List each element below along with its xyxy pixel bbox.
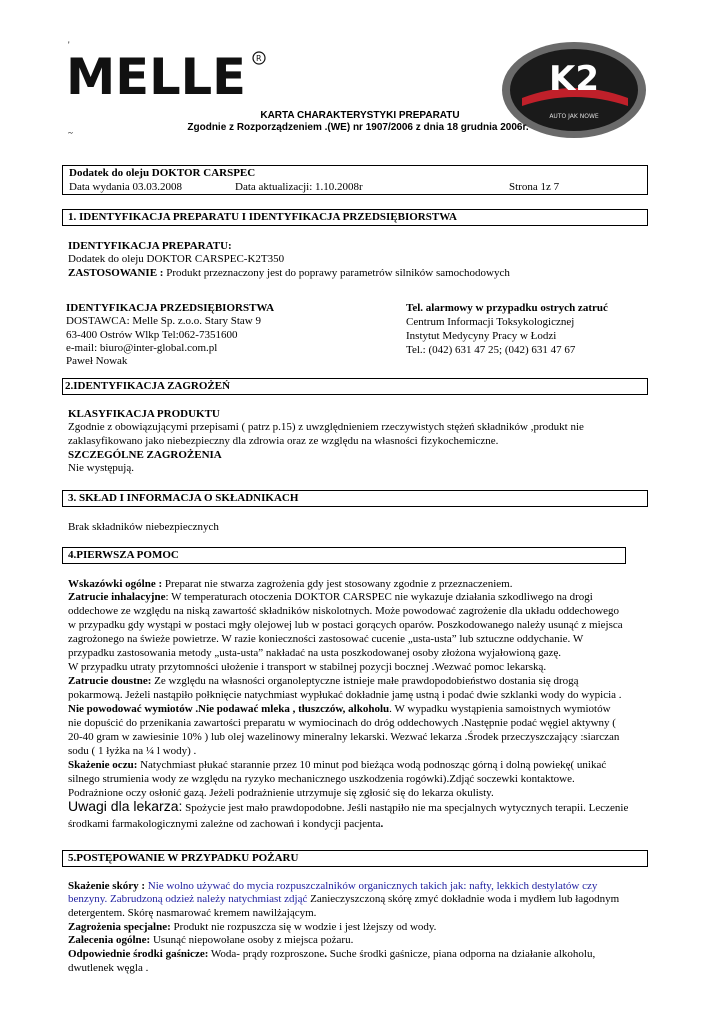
inhal-line	[68, 591, 593, 604]
hazard-heading: SZCZEGÓLNE ZAGROŻENIA	[68, 449, 222, 461]
extinguish-dot: .	[324, 948, 328, 960]
oral-line: nie dopuścić do przenikania zawartości preparatu w wymiocinach do dróg oddechowych .Następnie podać węgiel aktywny (	[68, 717, 616, 729]
alarm-line: Centrum Informacji Toksykologicznej	[406, 316, 575, 328]
extinguish-text: Woda- prądy rozproszone	[208, 948, 325, 960]
top-mark: '	[68, 40, 70, 50]
section-2-title: 2.IDENTYFIKACJA ZAGROŻEŃ	[65, 380, 231, 392]
fire-general-text: Usunąć niepowołane osoby z miejsca pożaru.	[150, 934, 354, 946]
company-line: e-mail: biuro@inter-global.com.pl	[66, 342, 218, 354]
first-aid-general	[68, 578, 512, 591]
extinguish-label: Odpowiednie środki gaśnicze:	[68, 948, 209, 960]
company-line: Paweł Nowak	[66, 355, 128, 367]
use-text: Produkt przeznaczony jest do poprawy parametrów silników samochodowych	[163, 267, 510, 279]
oral-line	[68, 703, 611, 716]
doctor-text: Spożycie jest mało prawdopodobne. Jeśli nastąpiło nie ma specjalnych wytycznych terapii. Leczenie	[182, 802, 629, 814]
composition-text: Brak składników niebezpiecznych	[68, 521, 219, 533]
section-1-header	[62, 209, 648, 226]
oral-text: Ze względu na własności organoleptyczne istnieje małe prawdopodobieństwo dostania się drogą	[151, 675, 579, 687]
doctor-line	[68, 818, 383, 831]
section-4-title: 4.PIERWSZA POMOC	[68, 549, 179, 561]
eye-line: Podrażnione oczy osłonić gazą. Jeżeli podrażnienie utrzymuje się zgłosić się do lekarza okulisty.	[68, 787, 494, 799]
melle-logo-text: MELLE	[66, 50, 246, 100]
doctor-text: środkami farmakologicznymi zależne od zachowań i kondycji pacjenta	[68, 818, 381, 830]
class-line: Zgodnie z obowiązującymi przepisami ( patrz p.15) z uwzględnieniem rzeczywistych stężeń składników ,produkt nie	[68, 421, 584, 433]
extinguish-line: dwutlenek węgla .	[68, 962, 149, 974]
alarm-line: Instytut Medycyny Pracy w Łodzi	[406, 330, 557, 342]
general-text: Preparat nie stwarza zagrożenia gdy jest stosowany zgodnie z przeznaczeniem.	[162, 578, 513, 590]
section-2-header	[62, 378, 648, 395]
use-line	[68, 267, 510, 280]
skin-line	[68, 880, 597, 893]
oral-line: 20-40 gram w zawiesinie 10% ) lub olej wazelinowy mineralny lekarski. Wezwać lekarza .Środek przeczyszczający :siarczan	[68, 731, 620, 743]
page-number: Strona 1z 7	[509, 181, 560, 193]
eye-line	[68, 759, 606, 772]
skin-text-blue: Nie wolno używać do mycia rozpuszczalników organicznych takich jak: nafty, lekkich destylatów czy	[145, 880, 598, 892]
update-date: Data aktualizacji: 1.10.2008r	[235, 181, 363, 193]
special-line	[68, 921, 436, 934]
inhal-line: przypadku zastosowania metody „usta-usta” nakładać na usta poszkodowanej osoby złożona wyjałowioną gazę.	[68, 647, 562, 659]
skin-line: detergentem. Skórę nasmarować kremem nawilżającym.	[68, 907, 317, 919]
section-5-header	[62, 850, 648, 867]
side-mark: ~	[68, 128, 73, 138]
oral-warning: Nie powodować wymiotów .Nie podawać mleka , tłuszczów, alkoholu	[68, 703, 390, 715]
class-heading: KLASYFIKACJA PRODUKTU	[68, 408, 220, 420]
doctor-label: Uwagi dla lekarza:	[68, 798, 183, 814]
company-line: 63-400 Ostrów Wlkp Tel:062-7351600	[66, 329, 238, 341]
prep-heading: IDENTYFIKACJA PREPARATU:	[68, 240, 232, 252]
oral-line: pokarmową. Jeżeli nastąpiło połknięcie natychmiast wypłukać dokładnie jamę ustną i podać dwie szklanki wody do wypicia .	[68, 689, 622, 701]
skin-line	[68, 893, 619, 906]
section-3-title: 3. SKŁAD I INFORMACJA O SKŁADNIKACH	[68, 492, 299, 504]
oral-label: Zatrucie doustne:	[68, 675, 152, 687]
inhal-text: : W temperaturach otoczenia DOKTOR CARSPEC nie wykazuje działania szkodliwego na drogi	[165, 591, 593, 603]
inhal-label: Zatrucie inhalacyjne	[68, 591, 166, 603]
k2-logo-text: K2	[548, 59, 600, 99]
special-label: Zagrożenia specjalne:	[68, 921, 171, 933]
document-title: KARTA CHARAKTERYSTYKI PREPARATU	[260, 110, 460, 121]
general-label: Wskazówki ogólne :	[68, 578, 163, 590]
eye-label: Skażenie oczu:	[68, 759, 138, 771]
fire-general-label: Zalecenia ogólne:	[68, 934, 151, 946]
class-line: zaklasyfikowano jako niebezpieczny dla zdrowia oraz ze względu na własności fizykochemiczne.	[68, 435, 499, 447]
issue-date: Data wydania 03.03.2008	[69, 181, 183, 193]
extinguish-line	[68, 948, 595, 961]
company-heading: IDENTYFIKACJA PRZEDSIĘBIORSTWA	[66, 302, 275, 314]
skin-text: Zanieczyszczoną skórę zmyć dokładnie woda i mydłem lub łagodnym	[307, 893, 620, 905]
k2-tagline: AUTO JAK NOWE	[549, 113, 599, 120]
prep-name: Dodatek do oleju DOKTOR CARSPEC-K2T350	[68, 253, 285, 265]
oral-line: sodu ( 1 łyżka na ¼ l wody) .	[68, 745, 197, 757]
oral-text: . W wypadku wystąpienia samoistnych wymiotów	[389, 703, 611, 715]
extinguish-text: Suche środki gaśnicze, piana odporna na działanie alkoholu,	[327, 948, 596, 960]
general-fire-line	[68, 934, 353, 947]
eye-line: silnego strumienia wody ze względu na ryzyko mechanicznego uszkodzenia rogówki).Zdjąć soczewki kontaktowe.	[68, 773, 575, 785]
alarm-line: Tel.: (042) 631 47 25; (042) 631 47 67	[406, 344, 576, 356]
doctor-line	[68, 800, 628, 815]
svg-text:R: R	[256, 54, 262, 63]
inhal-line: W przypadku utraty przytomności ułożenie i transport w stabilnej pozycji bocznej .Wezwać pomoc lekarską.	[68, 661, 547, 673]
melle-logo	[64, 50, 274, 100]
section-5-title: 5.POSTĘPOWANIE W PRZYPADKU POŻARU	[68, 852, 299, 864]
inhal-line: oddechowe ze względu na niską zawartość składników niskolotnych. Może powodować zagrożenie dla układu oddechowego	[68, 605, 620, 617]
skin-label: Skażenie skóry :	[68, 880, 145, 892]
product-info-box	[62, 165, 648, 195]
doctor-end: .	[380, 818, 384, 830]
section-4-header	[62, 547, 626, 564]
company-line: DOSTAWCA: Melle Sp. z.o.o. Stary Staw 9	[66, 315, 262, 327]
section-1-title: 1. IDENTYFIKACJA PREPARATU I IDENTYFIKACJA PRZEDSIĘBIORSTWA	[68, 211, 457, 223]
alarm-heading: Tel. alarmowy w przypadku ostrych zatruć	[406, 302, 608, 314]
section-3-header	[62, 490, 648, 507]
document-subtitle: Zgodnie z Rozporządzeniem .(WE) nr 1907/2006 z dnia 18 grudnia 2006r.	[187, 122, 529, 133]
use-label: ZASTOSOWANIE :	[68, 267, 164, 279]
skin-text-blue: benzyny. Zabrudzoną odzież należy natychmiast zdjąć	[68, 893, 308, 905]
special-text: Produkt nie rozpuszcza się w wodzie i jest lżejszy od wody.	[170, 921, 437, 933]
hazard-text: Nie występują.	[68, 462, 134, 474]
inhal-line: w przypadku gdy wystąpi w postaci mgły olejowej lub w postaci gorących oparów. Poszkodowanego należy usunąć z miejsca	[68, 619, 623, 631]
oral-line	[68, 675, 579, 688]
inhal-line: zagrożonego na świeże powietrze. W razie konieczności zastosować cucenie „usta-usta” lub sztuczne oddychanie. W	[68, 633, 584, 645]
product-name: Dodatek do oleju DOKTOR CARSPEC	[69, 167, 256, 179]
eye-text: Natychmiast płukać starannie przez 10 minut pod bieżąca wodą podnosząc górną i dolną powiekę( unikać	[137, 759, 607, 771]
